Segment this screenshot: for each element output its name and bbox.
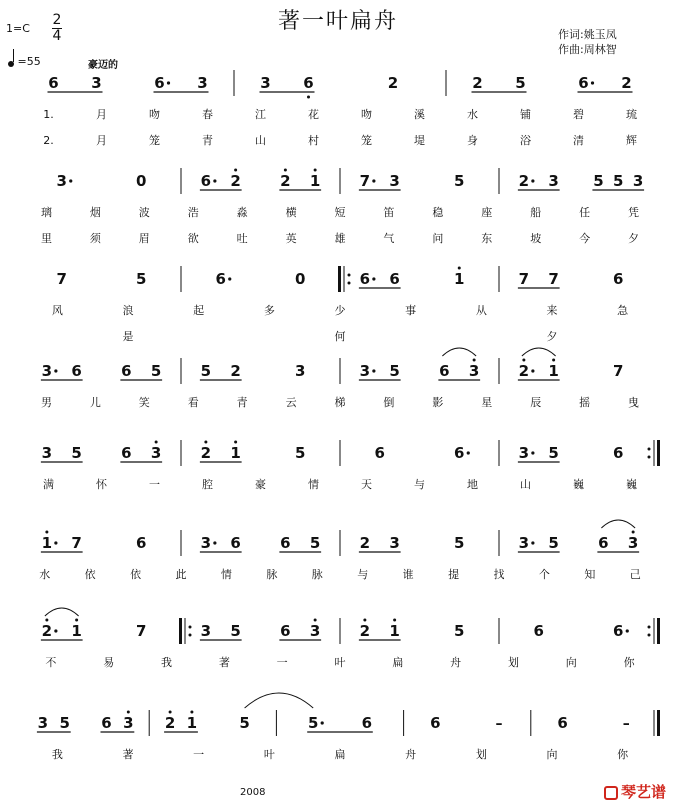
lyric-syllable: 欲 <box>187 232 199 245</box>
lyric-syllable: 你 <box>617 748 629 761</box>
lyric-syllable: 叶 <box>263 748 275 761</box>
note-digit: 3 <box>200 534 212 552</box>
high-octave-dot <box>458 267 461 270</box>
lyric-syllable: 儿 <box>89 396 101 409</box>
note-digit: 6 <box>613 622 624 640</box>
lyric-syllable: 急 <box>617 304 629 317</box>
note-digit: 6 <box>439 362 450 380</box>
note-digit: 7 <box>71 534 82 552</box>
note-digit: 2 <box>41 622 53 640</box>
lyric-syllable: 座 <box>481 206 493 219</box>
lyric-syllable: 江 <box>255 108 266 121</box>
lyric-syllable: 笼 <box>149 134 160 147</box>
lyric-syllable: 坡 <box>530 232 542 245</box>
lyric-syllable: 山 <box>255 134 266 147</box>
lyric-syllable: 里 <box>40 232 52 245</box>
lyric-syllable: 辰 <box>530 396 542 409</box>
lyric-syllable: 气 <box>383 232 395 245</box>
lyric-syllable: 天 <box>361 478 372 491</box>
note-digit: 3 <box>627 534 639 552</box>
high-octave-dot <box>169 711 172 714</box>
high-octave-dot <box>45 619 48 622</box>
lyric-syllable: 扁 <box>392 656 404 669</box>
lyric-syllable: 浩 <box>187 206 199 219</box>
lyric-syllable: 溪 <box>414 108 425 121</box>
note-digit: 6 <box>361 714 373 732</box>
note-digit: 2 <box>280 172 291 190</box>
note-digit: 3 <box>56 172 67 190</box>
note-digit: 5 <box>136 270 147 288</box>
note-digit: 3 <box>468 362 480 380</box>
brand-logo <box>604 781 666 802</box>
high-octave-dot <box>75 619 78 622</box>
augmentation-dot <box>591 81 594 84</box>
note-digit: 3 <box>150 444 162 462</box>
lyric-syllable: 2. <box>43 134 54 147</box>
lyric-syllable: 是 <box>122 330 134 343</box>
note-digit: 3 <box>389 172 400 190</box>
note-digit: 6 <box>280 534 291 552</box>
note-digit: 7 <box>359 172 371 190</box>
time-denominator: 4 <box>52 28 62 44</box>
note-digit: 2 <box>359 622 371 640</box>
note-digit: 5 <box>230 622 241 640</box>
note-digit: 1 <box>186 714 198 732</box>
note-digit: 2 <box>164 714 176 732</box>
lyric-syllable: 堤 <box>414 134 425 147</box>
repeat-start-thick-line <box>338 266 341 292</box>
lyric-syllable: 依 <box>84 568 96 581</box>
augmentation-dot <box>531 369 534 372</box>
note-digit: 3 <box>309 622 321 640</box>
note-digit: 5 <box>150 362 162 380</box>
lyric-syllable: 稳 <box>432 206 444 219</box>
high-octave-dot <box>552 359 555 362</box>
augmentation-dot <box>54 369 57 372</box>
lyric-syllable: 碧 <box>573 108 584 121</box>
note-digit: 3 <box>41 362 53 380</box>
high-octave-dot <box>314 169 317 172</box>
lyric-syllable: 划 <box>507 656 519 669</box>
note-digit: 3 <box>123 714 134 732</box>
lyric-syllable: 脉 <box>266 568 278 581</box>
lyric-syllable: 水 <box>39 568 51 581</box>
lyric-syllable: 短 <box>334 206 346 219</box>
lyric-syllable: 起 <box>193 304 205 317</box>
high-octave-dot <box>234 169 237 172</box>
lyric-syllable: 向 <box>565 656 577 669</box>
augmentation-dot <box>213 541 216 544</box>
note-digit: 6 <box>359 270 371 288</box>
lyric-syllable: 吐 <box>236 232 248 245</box>
lyric-syllable: 找 <box>493 568 505 581</box>
lyric-syllable: 多 <box>263 304 275 317</box>
note-digit: 6 <box>101 714 112 732</box>
note-digit: 2 <box>518 362 530 380</box>
lyric-syllable: 来 <box>546 304 558 317</box>
slur-arc <box>522 348 556 356</box>
lyric-syllable: 著 <box>122 748 134 761</box>
note-digit: 2 <box>387 74 399 92</box>
lyric-syllable: 吻 <box>361 108 372 121</box>
lyric-syllable: 与 <box>414 478 425 491</box>
augmentation-dot <box>372 369 375 372</box>
lyric-syllable: 扁 <box>334 748 346 761</box>
repeat-dot <box>189 626 192 629</box>
note-digit: 5 <box>389 362 400 380</box>
lyric-syllable: 浴 <box>520 134 531 147</box>
lyric-syllable: 月 <box>96 108 107 121</box>
augmentation-dot <box>54 629 57 632</box>
high-octave-dot <box>234 441 237 444</box>
lyric-syllable: 眉 <box>138 232 150 245</box>
augmentation-dot <box>321 721 324 724</box>
note-digit: 0 <box>136 172 147 190</box>
note-digit: 1 <box>41 534 53 552</box>
lyric-syllable: 凭 <box>628 206 640 219</box>
note-digit: 5 <box>59 714 70 732</box>
lyric-syllable: 笼 <box>361 134 372 147</box>
song-title: 著一叶扁舟 <box>277 9 398 34</box>
note-digit: – <box>622 716 630 732</box>
lyricist-credit: 作词:姚玉凤 <box>558 28 617 41</box>
augmentation-dot <box>372 179 375 182</box>
note-digit: 3 <box>37 714 49 732</box>
augmentation-dot <box>531 541 534 544</box>
lyric-syllable: 琉 <box>626 108 637 121</box>
high-octave-dot <box>45 531 48 534</box>
note-digit: 6 <box>154 74 165 92</box>
note-digit: 5 <box>71 444 82 462</box>
lyric-syllable: 夕 <box>628 232 640 245</box>
note-digit: 1 <box>389 622 400 640</box>
note-digit: 3 <box>518 444 530 462</box>
high-octave-dot <box>393 619 396 622</box>
note-digit: 7 <box>548 270 559 288</box>
lyric-syllable: 一 <box>193 748 205 761</box>
note-digit: 6 <box>280 622 291 640</box>
lyric-syllable: 横 <box>285 206 297 219</box>
repeat-dot <box>648 626 651 629</box>
note-digit: 5 <box>515 74 526 92</box>
note-digit: 1 <box>309 172 321 190</box>
lyric-syllable: 铺 <box>520 108 531 121</box>
high-octave-dot <box>127 711 130 714</box>
lyric-syllable: 云 <box>285 396 297 409</box>
lyric-syllable: 事 <box>405 304 417 317</box>
lyric-syllable: 划 <box>475 748 487 761</box>
note-digit: 3 <box>200 622 212 640</box>
lyric-syllable: 少 <box>334 304 346 317</box>
note-digit: 6 <box>121 362 132 380</box>
low-octave-dot <box>307 96 310 99</box>
lyric-syllable: 青 <box>236 396 248 409</box>
note-digit: 6 <box>578 74 589 92</box>
repeat-dot <box>348 282 351 285</box>
augmentation-dot <box>626 629 629 632</box>
lyric-syllable: 向 <box>546 748 558 761</box>
lyric-syllable: 雄 <box>334 232 346 245</box>
lyric-syllable: 我 <box>161 656 173 669</box>
lyric-syllable: 东 <box>481 232 493 245</box>
lyric-syllable: 男 <box>40 396 52 409</box>
note-digit: 3 <box>632 172 644 190</box>
note-digit: 6 <box>200 172 212 190</box>
note-digit: 3 <box>260 74 271 92</box>
lyric-syllable: 梯 <box>334 396 346 409</box>
lyric-syllable: 水 <box>467 108 478 121</box>
note-digit: 5 <box>454 534 465 552</box>
lyric-syllable: 青 <box>202 134 213 147</box>
note-digit: 5 <box>200 362 212 380</box>
lyric-syllable: 夕 <box>546 330 558 343</box>
final-thick-line <box>657 710 660 736</box>
lyric-syllable: 倒 <box>383 396 395 409</box>
lyric-syllable: 地 <box>467 478 478 491</box>
high-octave-dot <box>473 359 476 362</box>
lyric-syllable: 舟 <box>450 656 462 669</box>
augmentation-dot <box>69 179 72 182</box>
note-digit: 2 <box>621 74 632 92</box>
lyric-syllable: 何 <box>334 330 346 343</box>
note-digit: 6 <box>303 74 314 92</box>
lyric-syllable: 船 <box>530 206 542 219</box>
lyric-syllable: 波 <box>138 206 150 219</box>
augmentation-dot <box>467 451 470 454</box>
note-digit: 6 <box>598 534 609 552</box>
note-digit: 6 <box>230 534 241 552</box>
repeat-start-thick-line <box>179 618 182 644</box>
lyric-syllable: 问 <box>432 232 444 245</box>
lyric-syllable: 笑 <box>138 396 150 409</box>
lyric-syllable: 影 <box>432 396 444 409</box>
note-digit: 6 <box>374 444 385 462</box>
note-digit: 7 <box>518 270 530 288</box>
expression-mark: 豪迈的 <box>88 60 118 71</box>
note-digit: 3 <box>359 362 371 380</box>
high-octave-dot <box>284 169 287 172</box>
note-digit: 6 <box>215 270 226 288</box>
lyric-syllable: 一 <box>149 478 160 491</box>
lyric-syllable: 清 <box>573 134 584 147</box>
note-digit: 6 <box>136 534 147 552</box>
lyric-syllable: 著 <box>218 656 230 669</box>
lyric-syllable: 不 <box>45 656 57 669</box>
note-digit: 1 <box>71 622 82 640</box>
lyric-syllable: 璃 <box>40 206 52 219</box>
note-digit: 3 <box>295 362 306 380</box>
note-digit: 6 <box>48 74 59 92</box>
note-digit: 2 <box>518 172 530 190</box>
repeat-dot <box>648 456 651 459</box>
lyric-syllable: 村 <box>308 134 319 147</box>
note-digit: 6 <box>613 444 624 462</box>
note-digit: 6 <box>557 714 568 732</box>
repeat-dot <box>648 634 651 637</box>
lyric-syllable: 脉 <box>311 568 323 581</box>
lyric-syllable: 易 <box>103 656 115 669</box>
slur-arc <box>601 520 635 528</box>
lyric-syllable: 己 <box>629 568 641 581</box>
lyric-syllable: 豪 <box>255 478 266 491</box>
high-octave-dot <box>363 619 366 622</box>
note-digit: 6 <box>121 444 132 462</box>
note-digit: 1 <box>230 444 241 462</box>
note-digit: 1 <box>548 362 559 380</box>
note-digit: 7 <box>56 270 67 288</box>
lyric-syllable: 英 <box>285 232 297 245</box>
note-digit: 5 <box>548 534 559 552</box>
note-digit: 3 <box>548 172 559 190</box>
note-digit: 3 <box>91 74 102 92</box>
tempo-value: =55 <box>17 55 41 68</box>
lyric-syllable: 今 <box>579 232 591 245</box>
note-digit: 6 <box>71 362 82 380</box>
lyric-syllable: 满 <box>43 478 54 491</box>
lyric-syllable: 舟 <box>405 748 417 761</box>
lyric-syllable: 须 <box>89 232 101 245</box>
time-numerator: 2 <box>52 12 62 28</box>
high-octave-dot <box>190 711 193 714</box>
augmentation-dot <box>228 277 231 280</box>
note-digit: 3 <box>41 444 53 462</box>
note-digit: 3 <box>518 534 530 552</box>
lyric-syllable: 知 <box>584 568 596 581</box>
lyric-syllable: 看 <box>187 396 199 409</box>
high-octave-dot <box>155 441 158 444</box>
augmentation-dot <box>167 81 170 84</box>
lyric-syllable: 提 <box>448 568 460 581</box>
lyric-syllable: 巍 <box>573 478 584 491</box>
note-digit: 6 <box>389 270 400 288</box>
note-digit: 5 <box>454 172 465 190</box>
augmentation-dot <box>372 277 375 280</box>
lyric-syllable: 身 <box>467 134 478 147</box>
note-digit: 5 <box>309 534 321 552</box>
repeat-end-thick-line <box>657 618 660 644</box>
lyric-syllable: 1. <box>43 108 54 121</box>
lyric-syllable: 春 <box>202 108 213 121</box>
lyric-syllable: 任 <box>579 206 591 219</box>
lyric-syllable: 风 <box>51 304 63 317</box>
slur-arc <box>442 348 476 356</box>
note-digit: 3 <box>389 534 400 552</box>
lyric-syllable: 曳 <box>628 396 640 409</box>
lyric-syllable: 笛 <box>383 206 395 219</box>
tie-arc <box>245 693 314 708</box>
note-digit: 2 <box>230 362 241 380</box>
lyric-syllable: 山 <box>520 478 531 491</box>
note-digit: 6 <box>533 622 544 640</box>
lyric-syllable: 腔 <box>202 478 213 491</box>
note-digit: 0 <box>295 270 306 288</box>
lyric-syllable: 辉 <box>626 134 637 147</box>
high-octave-dot <box>632 531 635 534</box>
note-digit: 5 <box>307 714 319 732</box>
note-digit: 6 <box>613 270 624 288</box>
lyric-syllable: 依 <box>130 568 142 581</box>
note-digit: 5 <box>295 444 306 462</box>
lyric-syllable: 你 <box>623 656 635 669</box>
augmentation-dot <box>531 451 534 454</box>
lyric-syllable: 怀 <box>96 478 107 491</box>
repeat-dot <box>189 634 192 637</box>
repeat-end-thick-line <box>657 440 660 466</box>
high-octave-dot <box>314 619 317 622</box>
note-digit: 6 <box>454 444 465 462</box>
note-digit: 5 <box>613 172 624 190</box>
lyric-syllable: 吻 <box>149 108 160 121</box>
composer-credit: 作曲:周林智 <box>558 43 617 56</box>
note-digit: 1 <box>454 270 465 288</box>
lyric-syllable: 烟 <box>89 206 101 219</box>
lyric-syllable: 从 <box>475 304 487 317</box>
lyric-syllable: 巍 <box>626 478 637 491</box>
repeat-dot <box>348 274 351 277</box>
high-octave-dot <box>204 441 207 444</box>
note-digit: – <box>495 716 503 732</box>
augmentation-dot <box>213 179 216 182</box>
lyric-syllable: 此 <box>175 568 187 581</box>
lyric-syllable: 淼 <box>236 206 248 219</box>
note-digit: 5 <box>454 622 465 640</box>
augmentation-dot <box>531 179 534 182</box>
note-digit: 2 <box>472 74 483 92</box>
note-digit: 2 <box>200 444 212 462</box>
slur-arc <box>45 608 79 616</box>
augmentation-dot <box>54 541 57 544</box>
key-label: 1=C <box>6 22 30 35</box>
music-logo-icon <box>604 786 618 800</box>
lyric-syllable: 浪 <box>122 304 134 317</box>
lyric-syllable: 一 <box>276 656 288 669</box>
lyric-syllable: 个 <box>538 568 550 581</box>
year-label: 2008 <box>240 787 266 798</box>
lyric-syllable: 情 <box>220 568 232 581</box>
high-octave-dot <box>522 359 525 362</box>
lyric-syllable: 花 <box>308 108 319 121</box>
note-digit: 2 <box>230 172 241 190</box>
brand-text: 琴艺谱 <box>620 783 666 801</box>
lyric-syllable: 叶 <box>334 656 346 669</box>
note-digit: 3 <box>197 74 208 92</box>
lyric-syllable: 谁 <box>402 568 414 581</box>
repeat-dot <box>648 448 651 451</box>
lyric-syllable: 情 <box>308 478 319 491</box>
lyric-syllable: 月 <box>96 134 107 147</box>
note-digit: 2 <box>359 534 371 552</box>
note-digit: 5 <box>593 172 604 190</box>
note-digit: 6 <box>430 714 441 732</box>
lyric-syllable: 星 <box>481 396 493 409</box>
lyric-syllable: 与 <box>357 568 369 581</box>
note-digit: 7 <box>613 362 624 380</box>
note-digit: 7 <box>136 622 147 640</box>
lyric-syllable: 摇 <box>579 396 591 409</box>
note-digit: 5 <box>548 444 559 462</box>
note-digit: 5 <box>239 714 250 732</box>
lyric-syllable: 我 <box>51 748 63 761</box>
